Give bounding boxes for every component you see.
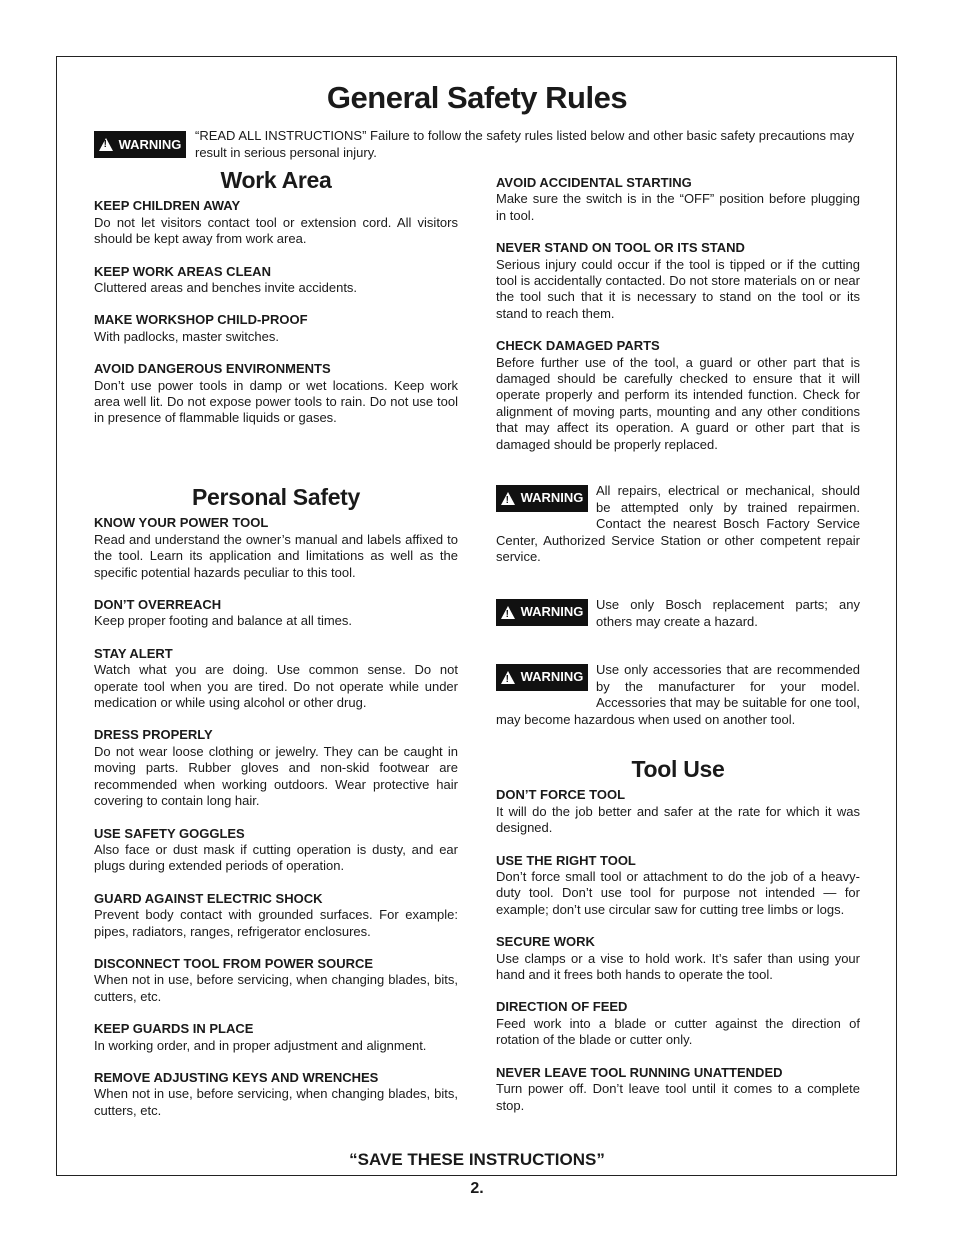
rule-text: Also face or dust mask if cutting operation is dusty, and ear plugs during extended periods of operation. xyxy=(94,841,458,874)
safety-rule xyxy=(94,727,458,809)
rule-text: Feed work into a blade or cutter against the direction of rotation of the blade or cutter only. xyxy=(496,1015,860,1048)
rule-title: GUARD AGAINST ELECTRIC SHOCK xyxy=(94,890,323,906)
warning-text: All repairs, electrical or mechanical, should be attempted only by trained repairmen. Contact the nearest Bosch Factory Service Center, Authorized Service Station or other competent repair service. xyxy=(496,483,860,564)
personal-safety-section xyxy=(94,484,458,1119)
rule-text: Keep proper footing and balance at all times. xyxy=(94,613,353,629)
rule-title: AVOID ACCIDENTAL STARTING xyxy=(496,175,692,190)
rule-title: DON’T FORCE TOOL xyxy=(496,787,626,803)
rule-title: KEEP WORK AREAS CLEAN xyxy=(94,263,271,279)
warning-badge: ! WARNING xyxy=(496,599,588,626)
safety-rule xyxy=(94,264,458,297)
rule-text: Before further use of the tool, a guard or other part that is damaged should be carefully checked to ensure that it will operate properly and perform its intended function. Check for alignment of moving parts, mounting and any other conditions that may affect its operation. A guard or other part that is damaged should be properly replaced. xyxy=(496,354,860,452)
safety-rule xyxy=(94,597,458,630)
safety-rule xyxy=(94,956,458,1005)
section-heading: Tool Use xyxy=(631,756,725,782)
rule-title: KEEP GUARDS IN PLACE xyxy=(94,1021,254,1037)
warning-triangle-icon xyxy=(501,671,515,684)
rule-text: In working order, and in proper adjustment and alignment. xyxy=(94,1037,427,1053)
rule-text: Do not wear loose clothing or jewelry. They can be caught in moving parts. Rubber gloves and non-skid footwear are recommended when working outdoors. Wear protective hair covering to contain long hair. xyxy=(94,743,458,809)
warning-text: Use only accessories that are recommended by the manufacturer for your model. Accessories that may be suitable for one tool, may become hazardous when used on another tool. xyxy=(496,662,860,727)
rule-text: Don’t use power tools in damp or wet locations. Keep work area well lit. Do not expose power tools to rain. Do not use tool in presence of flammable liquids or gases. xyxy=(94,377,458,426)
safety-rule xyxy=(496,787,860,836)
safety-rule xyxy=(496,1065,860,1114)
rule-title: STAY ALERT xyxy=(94,645,173,661)
safety-rule xyxy=(496,175,860,224)
rule-title: NEVER LEAVE TOOL RUNNING UNATTENDED xyxy=(496,1064,783,1080)
warning-block xyxy=(496,597,860,631)
rule-title: KNOW YOUR POWER TOOL xyxy=(94,515,269,531)
rule-title: USE THE RIGHT TOOL xyxy=(496,852,636,868)
rule-title: KEEP CHILDREN AWAY xyxy=(94,198,241,214)
rule-title: SECURE WORK xyxy=(496,934,595,950)
rule-title: DON’T OVERREACH xyxy=(94,597,222,613)
rule-list xyxy=(94,198,458,426)
rule-title: DISCONNECT TOOL FROM POWER SOURCE xyxy=(94,955,374,971)
safety-rule xyxy=(94,361,458,427)
warning-badge: ! WARNING xyxy=(94,131,186,158)
safety-rule xyxy=(496,853,860,919)
rule-text: Don’t force small tool or attachment to do the job of a heavy-duty tool. Don’t use tool for purpose not intended — for example; don’t use circular saw for cutting tree limbs or logs. xyxy=(496,869,860,917)
rule-title: AVOID DANGEROUS ENVIRONMENTS xyxy=(94,361,331,377)
safety-rule xyxy=(94,646,458,712)
rule-text: Cluttered areas and benches invite accidents. xyxy=(94,280,358,296)
rule-title: CHECK DAMAGED PARTS xyxy=(496,338,660,354)
warning-badge: ! WARNING xyxy=(496,485,588,512)
rule-text: When not in use, before servicing, when changing blades, bits, cutters, etc. xyxy=(94,972,458,1004)
page-number: 2. xyxy=(470,1180,484,1197)
safety-rule xyxy=(94,198,458,247)
safety-rule xyxy=(94,312,458,345)
rule-title: REMOVE ADJUSTING KEYS AND WRENCHES xyxy=(94,1069,379,1085)
rule-text: Read and understand the owner’s manual and labels affixed to the tool. Learn its application and limitations as well as the specific potential hazards peculiar to this tool. xyxy=(94,531,458,580)
warning-badge: ! WARNING xyxy=(496,664,588,691)
rule-title: USE SAFETY GOGGLES xyxy=(94,825,245,841)
rule-text: Do not let visitors contact tool or extension cord. All visitors should be kept away from work area. xyxy=(94,214,458,247)
rule-text: When not in use, before servicing, when changing blades, bits, cutters, etc. xyxy=(94,1086,458,1118)
section-heading: Personal Safety xyxy=(191,484,361,510)
warning-block xyxy=(496,483,860,566)
rule-text: With padlocks, master switches. xyxy=(94,328,279,344)
safety-rule xyxy=(496,338,860,453)
safety-rule xyxy=(496,999,860,1048)
page-title: General Safety Rules xyxy=(326,80,628,115)
work-area-section xyxy=(94,167,458,427)
safety-rule xyxy=(496,934,860,983)
rule-text: Use clamps or a vise to hold work. It’s safer than using your hand and it frees both hands to operate the tool. xyxy=(496,950,860,983)
safety-rule xyxy=(496,240,860,322)
tool-use-section xyxy=(496,756,860,1114)
warning-block xyxy=(496,662,860,728)
rule-text: Turn power off. Don’t leave tool until it comes to a complete stop. xyxy=(496,1081,860,1113)
intro-warning-text: “READ ALL INSTRUCTIONS” Failure to follow the safety rules listed below and other basic safety precautions may result in serious personal injury. xyxy=(195,128,855,160)
rule-text: Watch what you are doing. Use common sense. Do not operate tool when you are tired. Do not operate while under medication or while using alcohol or other drug. xyxy=(94,662,458,711)
safety-rule xyxy=(94,826,458,875)
save-instructions-footer: “SAVE THESE INSTRUCTIONS” xyxy=(349,1150,605,1169)
rule-list xyxy=(496,787,860,1114)
warning-text: Use only Bosch replacement parts; any others may create a hazard. xyxy=(596,597,860,629)
warning-triangle-icon xyxy=(501,606,515,619)
rule-text: Make sure the switch is in the “OFF” position before plugging in tool. xyxy=(496,191,860,223)
warning-triangle-icon xyxy=(99,138,113,151)
safety-rule xyxy=(94,1021,458,1054)
rule-title: DIRECTION OF FEED xyxy=(496,999,628,1015)
rule-text: Serious injury could occur if the tool is tipped or if the cutting tool is accidentally contacted. Do not store materials on or near the tool such that it is necessary to stand on the tool or its stand to reach them. xyxy=(496,256,860,321)
warning-triangle-icon xyxy=(501,492,515,505)
right-rules-section xyxy=(496,175,860,453)
rule-list xyxy=(496,175,860,453)
rule-list xyxy=(94,515,458,1119)
rule-title: NEVER STAND ON TOOL OR ITS STAND xyxy=(496,240,745,256)
safety-rule xyxy=(94,1070,458,1119)
rule-text: It will do the job better and safer at the rate for which it was designed. xyxy=(496,803,860,836)
safety-rule xyxy=(94,515,458,581)
section-heading: Work Area xyxy=(220,167,332,193)
rule-text: Prevent body contact with grounded surfaces. For example: pipes, radiators, ranges, refrigerator enclosures. xyxy=(94,907,458,939)
rule-title: MAKE WORKSHOP CHILD-PROOF xyxy=(94,312,308,328)
rule-title: DRESS PROPERLY xyxy=(94,727,213,743)
safety-rule xyxy=(94,891,458,940)
